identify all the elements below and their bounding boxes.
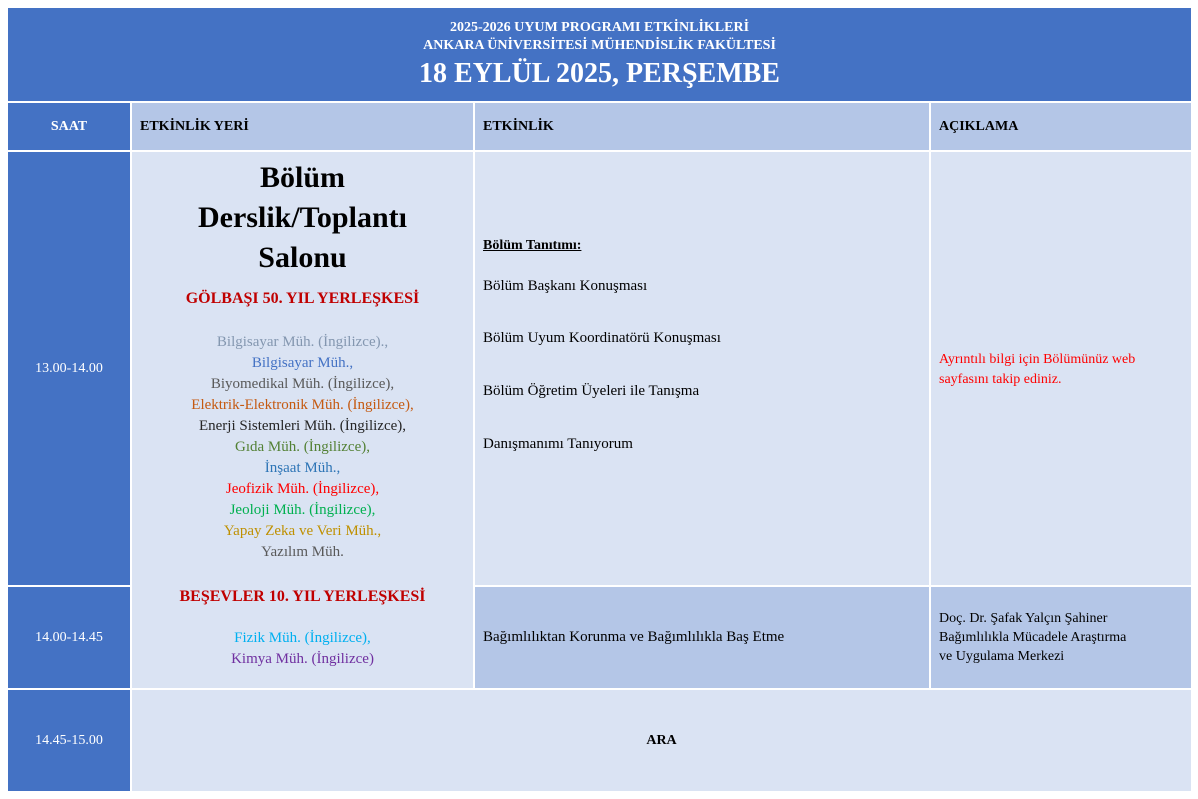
activity-item: Danışmanımı Tanıyorum — [483, 436, 633, 452]
activity-2-label: Bağımlılıktan Korunma ve Bağımlılıkla Baş Etme — [483, 629, 785, 645]
venue-cell — [132, 152, 473, 688]
activity-cell-1 — [475, 152, 929, 585]
header-yer-label: ETKİNLİK YERİ — [140, 118, 249, 134]
time-cell-3 — [8, 690, 130, 791]
department-item: İnşaat Müh., — [264, 460, 341, 476]
department-item: Bilgisayar Müh. (İngilizce)., — [216, 334, 389, 350]
activity-item: Bölüm Uyum Koordinatörü Konuşması — [483, 330, 721, 346]
header-aciklama — [931, 103, 1191, 150]
time-label-2: 14.00-14.45 — [35, 629, 103, 645]
activity-cell-2 — [475, 587, 929, 688]
campus-golbasi: GÖLBAŞI 50. YIL YERLEŞKESİ — [185, 290, 420, 307]
department-item: Biyomedikal Müh. (İngilizce), — [210, 376, 395, 392]
description-line: Bağımlılıkla Mücadele Araştırma — [939, 630, 1127, 645]
campus-besevler: BEŞEVLER 10. YIL YERLEŞKESİ — [179, 588, 426, 605]
header-saat-label: SAAT — [50, 118, 88, 134]
title-banner — [8, 8, 1191, 101]
header-aciklama-label: AÇIKLAMA — [939, 118, 1019, 134]
venue-title-line: Bölüm — [259, 161, 346, 194]
time-cell-1 — [8, 152, 130, 585]
department-item: Bilgisayar Müh., — [251, 355, 354, 371]
department-list-besevler — [132, 628, 473, 670]
description-line: ve Uygulama Merkezi — [939, 649, 1065, 664]
faculty-name: ANKARA ÜNİVERSİTESİ MÜHENDİSLİK FAKÜLTESİ — [423, 38, 776, 53]
note-text — [939, 350, 1135, 390]
time-cell-2 — [8, 587, 130, 688]
description-text — [939, 609, 1126, 666]
header-etkinlik-yeri — [132, 103, 473, 150]
department-item: Jeoloji Müh. (İngilizce), — [229, 502, 376, 518]
activity-item: Bölüm Öğretim Üyeleri ile Tanışma — [483, 383, 700, 399]
note-cell-1 — [931, 152, 1191, 585]
department-list-golbasi — [132, 332, 473, 563]
description-line: Doç. Dr. Şafak Yalçın Şahiner — [939, 611, 1108, 626]
department-item: Elektrik-Elektronik Müh. (İngilizce), — [191, 397, 414, 413]
department-item: Yapay Zeka ve Veri Müh., — [223, 523, 382, 539]
venue-title-line: Salonu — [258, 241, 347, 274]
break-cell — [132, 690, 1191, 791]
activity-heading: Bölüm Tanıtımı: — [483, 238, 582, 253]
break-label: ARA — [646, 732, 677, 748]
department-item: Yazılım Müh. — [261, 544, 344, 560]
header-etkinlik — [475, 103, 929, 150]
department-item: Kimya Müh. (İngilizce) — [231, 651, 374, 667]
description-cell-2 — [931, 587, 1191, 688]
note-line: Ayrıntılı bilgi için Bölümünüz web — [939, 352, 1136, 367]
department-item: Gıda Müh. (İngilizce), — [235, 439, 370, 455]
department-item: Jeofizik Müh. (İngilizce), — [225, 481, 380, 497]
department-item: Enerji Sistemleri Müh. (İngilizce), — [198, 418, 407, 434]
program-title: 2025-2026 UYUM PROGRAMI ETKİNLİKLERİ — [449, 20, 750, 35]
header-saat — [8, 103, 130, 150]
department-item: Fizik Müh. (İngilizce), — [234, 630, 371, 646]
note-line: sayfasını takip ediniz. — [939, 372, 1062, 387]
date-title: 18 EYLÜL 2025, PERŞEMBE — [419, 58, 780, 89]
time-label-1: 13.00-14.00 — [35, 360, 103, 376]
venue-title — [132, 158, 473, 278]
activity-item: Bölüm Başkanı Konuşması — [483, 278, 648, 294]
venue-title-line: Derslik/Toplantı — [198, 201, 407, 234]
time-label-3: 14.45-15.00 — [35, 732, 103, 748]
header-etkinlik-label: ETKİNLİK — [483, 118, 554, 134]
